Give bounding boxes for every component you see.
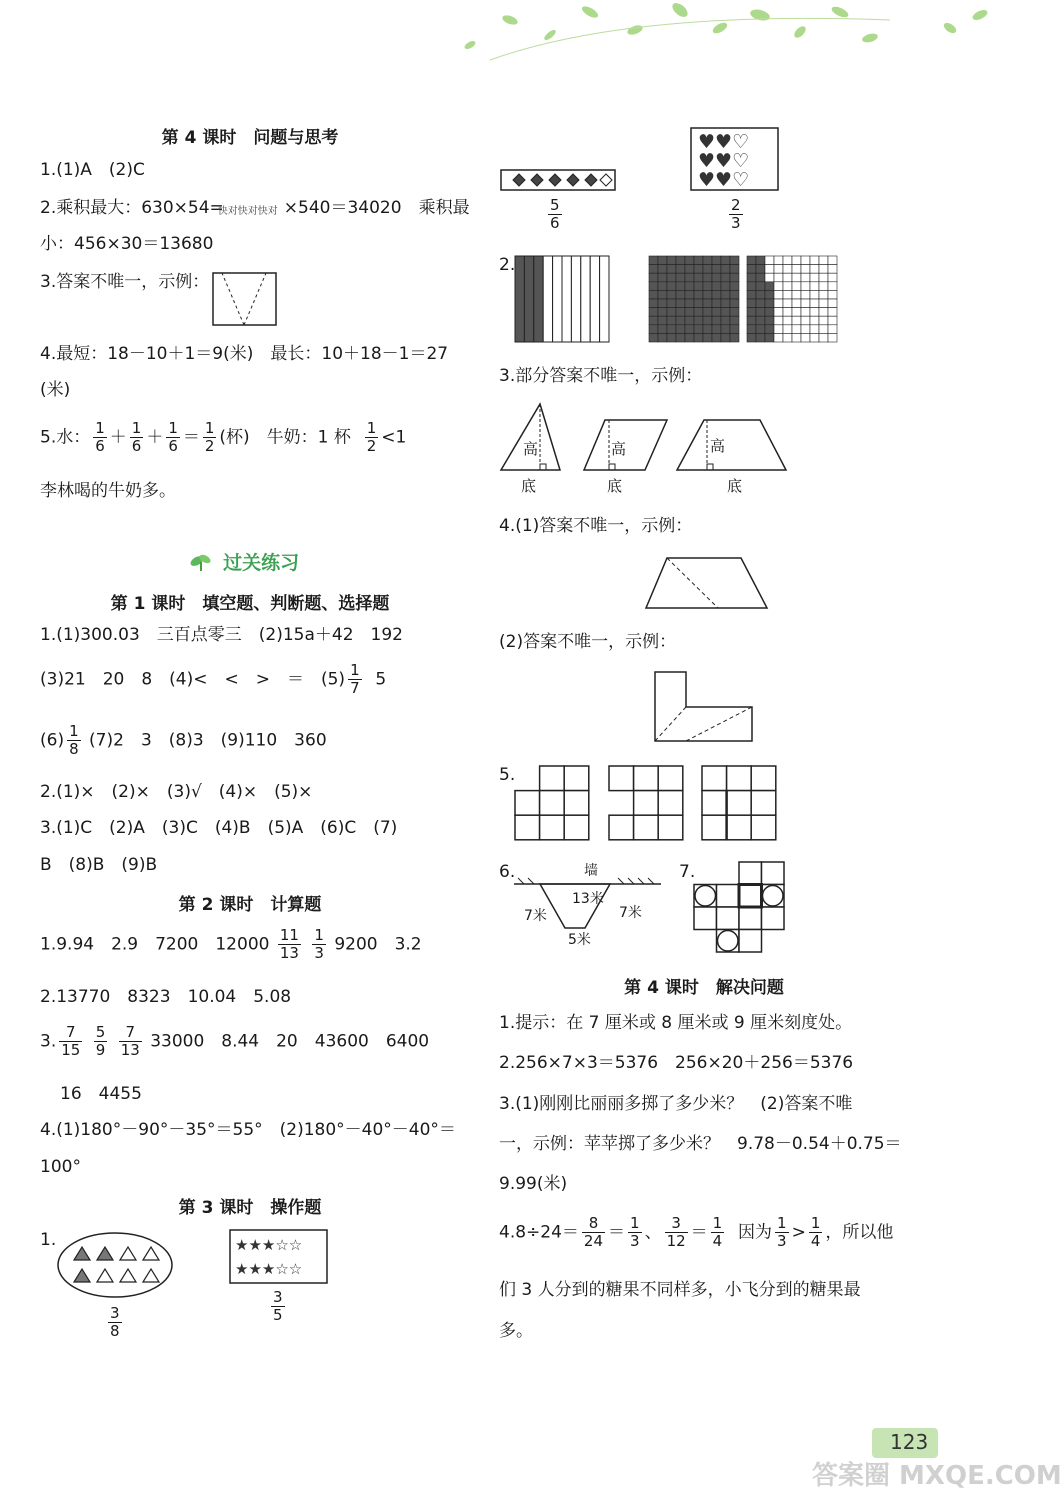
trapezoid-split-diagram [645, 556, 769, 610]
answer-line: B (8)B (9)B [40, 855, 158, 875]
fraction: $\frac{3}{12}$ [666, 1214, 686, 1250]
answer-line: 5.水： $\frac{1}{6}$ ＋ $\frac{1}{6}$ ＋ $\frac{1}{6}$ ＝ $\frac{1}{2}$ (杯) 牛奶：1 杯 $\frac{1}{2}$ <1 [40, 419, 407, 455]
stars-box-diagram [229, 1229, 329, 1285]
fraction: $\frac{7}{13}$ [120, 1023, 140, 1059]
fraction: $\frac{1}{6}$ [95, 419, 105, 455]
answer-line: 4.(1)答案不唯一，示例： [499, 516, 693, 536]
svg-text:★★★☆☆: ★★★☆☆ [235, 1260, 303, 1278]
svg-text:♥♥♡: ♥♥♡ [698, 131, 750, 153]
cube-net-diagram [693, 861, 785, 953]
answer-line: 1.(1)300.03 三百点零三 (2)15a＋42 192 [40, 625, 403, 645]
fraction: $\frac{1}{8}$ [69, 722, 79, 758]
question-number: 2. [499, 255, 516, 275]
fraction: $\frac{5}{6}$ [550, 196, 560, 232]
fraction: $\frac{3}{8}$ [110, 1304, 120, 1340]
lesson1-title: 第 1 课时 填空题、判断题、选择题 [110, 594, 390, 614]
fraction: $\frac{3}{5}$ [273, 1288, 283, 1324]
measure-label: 7米 [619, 905, 642, 921]
answer-line: 9.99(米) [499, 1174, 568, 1194]
triangle-height-diagram [500, 402, 562, 472]
svg-text:♥♥♡: ♥♥♡ [698, 150, 750, 172]
height-label: 高 [523, 440, 539, 458]
answer-line: (3)21 20 8 (4)< < > ＝ (5) $\frac{1}{7}$ 5 [40, 661, 387, 697]
trapezoid-height-diagram [676, 418, 788, 472]
grid-3x3-diagram [608, 765, 684, 841]
triangles-ellipse-diagram [57, 1232, 173, 1300]
fraction: $\frac{1}{4}$ [810, 1214, 821, 1250]
answer-line: 4.8÷24＝ $\frac{8}{24}$ ＝ $\frac{1}{3}$ 、 $\frac{3}{12}$ ＝ $\frac{1}{4}$ 因为 $\frac{1}{3}$ > $\frac{1}{4}$ ，所以他 [499, 1214, 894, 1250]
fraction: $\frac{1}{6}$ [131, 419, 142, 455]
rectangle-fold-diagram [212, 272, 278, 327]
fraction: $\frac{8}{24}$ [583, 1214, 604, 1250]
answer-line: 3. $\frac{7}{15}$ $\frac{5}{9}$ $\frac{7}{13}$ 33000 8.44 20 43600 6400 [40, 1023, 430, 1059]
fraction: $\frac{1}{7}$ [350, 661, 360, 697]
answer-line: 3.(1)C (2)A (3)C (4)B (5)A (6)C (7) [40, 818, 398, 838]
answer-line: 1.(1)A (2)C [40, 160, 145, 180]
answer-line: 1.提示：在 7 厘米或 8 厘米或 9 厘米刻度处。 [499, 1013, 853, 1033]
measure-label: 13米 [572, 891, 604, 907]
fraction: $\frac{1}{2}$ [366, 419, 377, 455]
answer-line: 小：456×30＝13680 [40, 234, 214, 254]
fraction: $\frac{5}{9}$ [95, 1023, 106, 1059]
wall-label: 墙 [584, 863, 598, 879]
svg-text:★★★☆☆: ★★★☆☆ [235, 1236, 303, 1254]
answer-line: 2.256×7×3＝5376 256×20＋256＝5376 [499, 1053, 854, 1073]
watermark: 答案圈 MXQE.COM [812, 1461, 1062, 1491]
lesson2-title: 第 2 课时 计算题 [178, 895, 322, 915]
lesson4-title: 第 4 课时 问题与思考 [161, 128, 339, 148]
handwritten-note: 快对快对快对 [217, 206, 278, 217]
answer-text: 2.乘积最大：630×54= [40, 198, 224, 218]
answer-line: (2)答案不唯一，示例： [499, 632, 677, 652]
hearts-box-diagram [690, 127, 780, 192]
page-number: 123 [890, 1430, 929, 1454]
sprout-icon [190, 552, 212, 572]
striped-rectangle-diagram [514, 255, 610, 343]
answer-line: 们 3 人分到的糖果不同样多，小飞分到的糖果最 [499, 1280, 861, 1300]
answer-line: 2.13770 8323 10.04 5.08 [40, 987, 292, 1007]
svg-text:♥♥♡: ♥♥♡ [698, 169, 750, 191]
section-header [190, 548, 299, 575]
answer-line: 李林喝的牛奶多。 [40, 481, 176, 501]
answer-line: 多。 [499, 1321, 533, 1341]
height-label: 高 [710, 437, 726, 455]
answer-line: 3.部分答案不唯一，示例： [499, 366, 703, 386]
answer-text: ×540＝34020 乘积最 [283, 198, 470, 218]
fraction: $\frac{7}{15}$ [61, 1023, 81, 1059]
answer-line: 3.答案不唯一，示例： [40, 272, 210, 292]
lesson4-solve-title: 第 4 课时 解决问题 [624, 978, 784, 998]
answer-line: 1.9.94 2.9 7200 12000 $\frac{11}{13}$ $\frac{1}{3}$ 9200 3.2 [40, 926, 422, 962]
fraction: $\frac{2}{3}$ [731, 196, 741, 232]
answer-line: 100° [40, 1157, 81, 1177]
fraction: $\frac{1}{3}$ [777, 1214, 787, 1250]
question-number: 6. [499, 862, 516, 882]
answer-line: 1. [40, 1230, 57, 1250]
base-label: 底 [521, 477, 537, 495]
answer-line: 16 4455 [60, 1084, 142, 1104]
grid-shaded-diagram [648, 255, 740, 343]
l-shape-split-diagram [654, 671, 754, 743]
answer-line: (6) $\frac{1}{8}$ (7)2 3 (8)3 (9)110 360 [40, 722, 327, 758]
answer-line: 4.(1)180°－90°－35°＝55° (2)180°－40°－40°＝ [40, 1120, 456, 1140]
grid-shaded-diagram [746, 255, 838, 343]
diamonds-strip-diagram [500, 169, 618, 193]
fraction: $\frac{1}{2}$ [204, 419, 215, 455]
base-label: 底 [607, 477, 623, 495]
measure-label: 7米 [524, 908, 547, 924]
fraction: $\frac{1}{3}$ [314, 926, 324, 962]
leaf-decoration [430, 0, 1000, 80]
answer-line [40, 197, 470, 219]
answer-line: 2.(1)× (2)× (3)√ (4)× (5)× [40, 782, 313, 802]
height-label: 高 [611, 440, 627, 458]
fraction: $\frac{1}{6}$ [168, 419, 178, 455]
fraction: $\frac{11}{13}$ [279, 926, 299, 962]
fraction: $\frac{1}{3}$ [630, 1214, 640, 1250]
grid-3x3-diagram [701, 765, 777, 841]
answer-line: 一，示例：苹苹掷了多少米？ 9.78－0.54＋0.75＝ [499, 1134, 902, 1154]
section-title: 过关练习 [223, 552, 300, 574]
answer-line: (米) [40, 380, 71, 400]
base-label: 底 [727, 477, 743, 495]
fraction: $\frac{1}{4}$ [712, 1214, 723, 1250]
question-number: 5. [499, 765, 516, 785]
question-number: 7. [679, 862, 696, 882]
answer-line: 3.(1)刚刚比丽丽多掷了多少米？ (2)答案不唯 [499, 1094, 853, 1114]
grid-3x3-diagram [514, 765, 590, 841]
answer-line: 4.最短：18－10＋1＝9(米) 最长：10＋18－1＝27 [40, 344, 449, 364]
measure-label: 5米 [568, 932, 591, 948]
lesson3-title: 第 3 课时 操作题 [178, 1198, 322, 1218]
